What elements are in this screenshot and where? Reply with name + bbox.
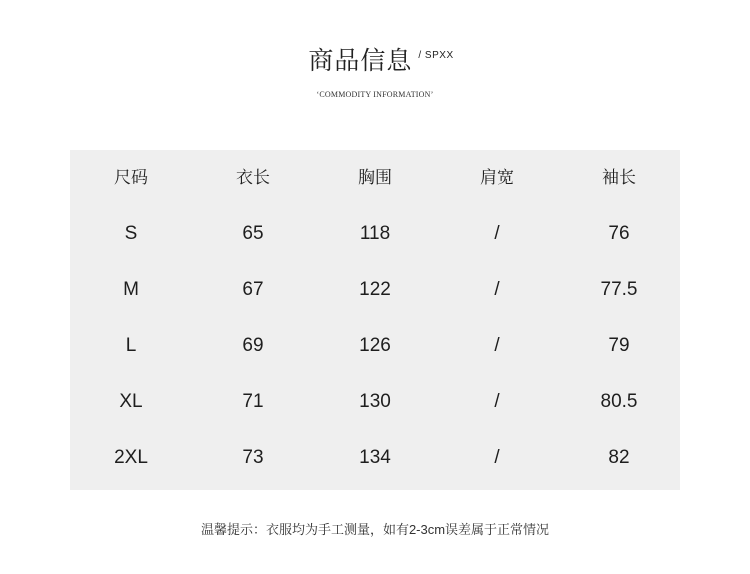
cell-sleeve: 77.5 xyxy=(600,279,638,300)
column-header-length: 衣长 xyxy=(236,168,270,187)
cell-chest: 134 xyxy=(359,447,391,468)
cell-size: M xyxy=(123,279,139,300)
cell-size: S xyxy=(124,223,138,244)
cell-chest: 126 xyxy=(359,335,391,356)
column-header-shoulder: 肩宽 xyxy=(480,168,514,187)
page-subtitle: ‘COMMODITY INFORMATION’ xyxy=(316,90,434,99)
cell-length: 69 xyxy=(242,335,264,356)
cell-chest: 130 xyxy=(359,391,391,412)
measurement-note: 温馨提示：衣服均为手工测量，如有2-3cm误差属于正常情况 xyxy=(200,522,550,537)
page-header xyxy=(0,44,750,78)
cell-sleeve: 80.5 xyxy=(600,391,638,412)
column-header-size: 尺码 xyxy=(114,168,148,187)
cell-sleeve: 79 xyxy=(608,335,630,356)
cell-shoulder: / xyxy=(494,335,500,356)
table-row xyxy=(70,430,680,486)
cell-shoulder: / xyxy=(494,279,500,300)
product-code: / SPXX xyxy=(418,50,454,61)
cell-sleeve: 76 xyxy=(608,223,630,244)
cell-shoulder: / xyxy=(494,391,500,412)
cell-chest: 122 xyxy=(359,279,391,300)
cell-shoulder: / xyxy=(494,447,500,468)
table-row xyxy=(70,318,680,374)
column-header-chest: 胸围 xyxy=(358,168,392,187)
table-row xyxy=(70,262,680,318)
size-chart-table xyxy=(70,150,680,490)
cell-chest: 118 xyxy=(359,223,391,244)
cell-size: 2XL xyxy=(114,447,148,468)
cell-sleeve: 82 xyxy=(608,447,630,468)
cell-length: 73 xyxy=(242,447,264,468)
page-title: 商品信息 xyxy=(308,47,413,75)
cell-size: L xyxy=(125,335,137,356)
cell-length: 67 xyxy=(242,279,264,300)
cell-shoulder: / xyxy=(494,223,500,244)
cell-length: 65 xyxy=(242,223,264,244)
cell-size: XL xyxy=(119,391,143,412)
table-header-row xyxy=(70,150,680,206)
cell-length: 71 xyxy=(242,391,264,412)
table-row xyxy=(70,374,680,430)
column-header-sleeve: 袖长 xyxy=(602,168,636,187)
table-row xyxy=(70,206,680,262)
